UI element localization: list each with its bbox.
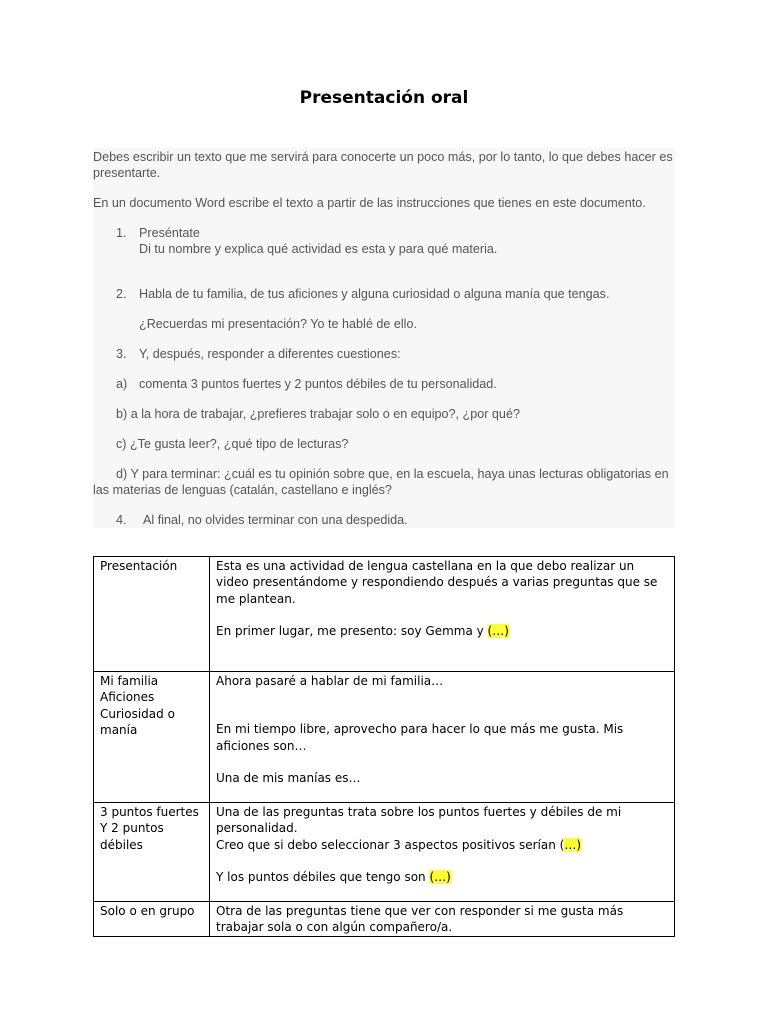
row-content: Una de las preguntas trata sobre los puntos fuertes y débiles de mi personalidad. Creo que si debo seleccionar 3 aspectos positivos serían (…) Y los puntos débiles que tengo son (…) — [210, 803, 675, 902]
step-text: Habla de tu familia, de tus aficiones y alguna curiosidad o alguna manía que tengas. — [139, 287, 610, 301]
question-d: d) Y para terminar: ¿cuál es tu opinión sobre que, en la escuela, haya unas lecturas obligatorias en las materias de lenguas (catalán, castellano e inglés? — [93, 467, 669, 497]
question-a: comenta 3 puntos fuertes y 2 puntos débiles de tu personalidad. — [139, 377, 497, 391]
row-content: Ahora pasaré a hablar de mi familia… En mi tiempo libre, aprovecho para hacer lo que más me gusta. Mis aficiones son… Una de mis manías es… — [210, 672, 675, 803]
table-row — [94, 902, 675, 937]
table-row — [94, 672, 675, 803]
highlighted-placeholder: (…) — [429, 869, 451, 884]
row-content: Esta es una actividad de lengua castellana en la que debo realizar un video presentándome y respondiendo después a varias preguntas que se me plantean. En primer lugar, me presento: soy Gemma y (…) — [210, 557, 675, 672]
step-text: Al final, no olvides terminar con una despedida. — [143, 513, 408, 527]
intro-paragraph-2: En un documento Word escribe el texto a partir de las instrucciones que tienes en este documento. — [93, 196, 646, 210]
question-c: c) ¿Te gusta leer?, ¿qué tipo de lecturas? — [116, 437, 349, 451]
row-label: Mi familia Aficiones Curiosidad o manía — [94, 672, 210, 803]
response-table — [93, 556, 675, 937]
question-b: b) a la hora de trabajar, ¿prefieres trabajar solo o en equipo?, ¿por qué? — [116, 407, 520, 421]
highlighted-placeholder: …) — [564, 837, 582, 852]
step-number: 1. — [116, 226, 127, 240]
row-label: Presentación — [94, 557, 210, 672]
table-row — [94, 803, 675, 902]
step-text: Y, después, responder a diferentes cuestiones: — [139, 347, 401, 361]
intro-paragraph-1: Debes escribir un texto que me servirá para conocerte un poco más, por lo tanto, lo que debes hacer es presentarte. — [93, 150, 673, 180]
step-number: 2. — [116, 287, 127, 301]
row-label: Solo o en grupo — [94, 902, 210, 937]
row-content: Otra de las preguntas tiene que ver con responder si me gusta más trabajar sola o con algún compañero/a. — [210, 902, 675, 937]
document-title: Presentación oral — [299, 88, 469, 108]
highlighted-placeholder: (…) — [487, 623, 509, 638]
step-subtext: Di tu nombre y explica qué actividad es esta y para qué materia. — [139, 242, 498, 256]
step-number: 3. — [116, 347, 127, 361]
step-number: 4. — [116, 513, 127, 527]
step-text: Preséntate — [139, 226, 200, 240]
row-label: 3 puntos fuertes Y 2 puntos débiles — [94, 803, 210, 902]
question-marker: a) — [116, 377, 128, 391]
table-row — [94, 557, 675, 672]
step-subtext: ¿Recuerdas mi presentación? Yo te hablé de ello. — [139, 317, 417, 331]
